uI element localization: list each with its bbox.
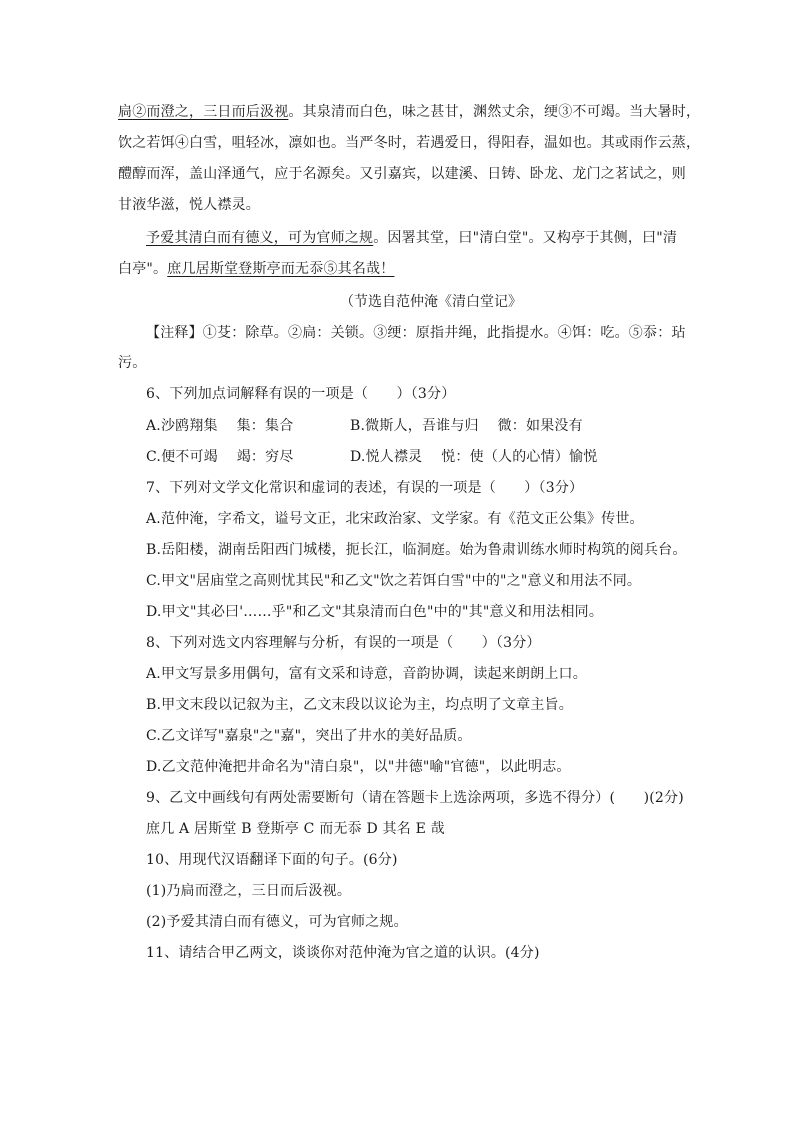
q8-option-c: C.乙文详写"嘉泉"之"嘉"，突出了井水的美好品质。	[146, 728, 472, 744]
passage-line-5: 予爱其清白而有德义，可为官师之规。因署其堂，曰"清白堂"。又构亭于其侧，曰"清	[146, 230, 678, 246]
q11-stem: 11、请结合甲乙两文，谈谈你对范仲淹为官之道的认识。(4分)	[146, 945, 540, 961]
passage-line-6: 白亭"。庶几居斯堂登斯亭而无忝⑤其名哉！	[118, 261, 395, 277]
passage-line-4: 甘液华滋，悦人襟灵。	[118, 197, 260, 213]
q6-options-row-1	[146, 416, 706, 436]
q6-option-a: A.沙鸥翔集 集：集合	[146, 418, 294, 434]
passage-line-2: 饮之若饵④白雪，咀轻冰，凛如也。当严冬时，若遇爱日，得阳春，温如也。其或雨作云蒸，	[118, 135, 701, 151]
q8-option-d: D.乙文范仲淹把井命名为"清白泉"，以"井德"喻"官德"，以此明志。	[146, 759, 571, 775]
q8-option-b: B.甲文末段以记叙为主，乙文末段以议论为主，均点明了文章主旨。	[146, 697, 573, 713]
q7-option-b: B.岳阳楼，湖南岳阳西门城楼，扼长江，临洞庭。始为鲁肃训练水师时构筑的阅兵台。	[146, 542, 687, 558]
q8-option-a: A.甲文写景多用偶句，富有文采和诗意，音韵协调，读起来朗朗上口。	[146, 666, 587, 682]
q10-sentence-2: (2)予爱其清白而有德义，可为官师之规。	[146, 914, 408, 930]
underlined-phrase: 扃②而澄之，三日而后汲视	[118, 104, 289, 120]
q7-option-a: A.范仲淹，字希文，谥号文正，北宋政治家、文学家。有《范文正公集》传世。	[146, 511, 644, 527]
q10-sentence-1: (1)乃扃而澄之，三日而后汲视。	[146, 883, 352, 899]
q9-options: 庶几 A 居斯堂 B 登斯亭 C 而无忝 D 其名 E 哉	[146, 821, 445, 837]
q9-stem: 9、乙文中画线句有两处需要断句（请在答题卡上选涂两项，多选不得分）( )(2分)	[146, 790, 684, 806]
q7-stem: 7、下列对文学文化常识和虚词的表述，有误的一项是（ ）（3分）	[146, 480, 584, 496]
notes-line-2: 污。	[118, 355, 147, 371]
q8-stem: 8、下列对选文内容理解与分析，有误的一项是（ ）（3分）	[146, 635, 541, 651]
passage-line-1: 扃②而澄之，三日而后汲视。其泉清而白色，味之甚甘，渊然丈余，绠③不可竭。当大暑时，	[118, 104, 701, 120]
q7-option-c: C.甲文"居庙堂之高则忧其民"和乙文"饮之若饵白雪"中的"之"意义和用法不同。	[146, 573, 642, 589]
q6-option-d: D.悦人襟灵 悦：使（人的心情）愉悦	[350, 449, 598, 465]
q7-option-d: D.甲文"其必曰'……乎"和乙文"其泉清而白色"中的"其"意义和用法相同。	[146, 604, 604, 620]
q6-option-c: C.便不可竭 竭：穷尽	[146, 449, 294, 465]
underlined-sentence: 予爱其清白而有德义，可为官师之规	[146, 230, 374, 246]
passage-source: （节选自范仲淹《清白堂记》	[340, 294, 522, 310]
q10-stem: 10、用现代汉语翻译下面的句子。(6分)	[146, 852, 398, 868]
q6-option-b: B.微斯人，吾谁与归 微：如果没有	[350, 418, 583, 434]
q6-options-row-2	[146, 447, 706, 467]
notes-line-1: 【注释】①芟：除草。②扃：关锁。③绠：原指井绳，此指提水。④饵：吃。⑤忝：玷	[146, 325, 686, 341]
q6-stem: 6、下列加点词解释有误的一项是（ ）（3分）	[146, 386, 456, 402]
underlined-sentence: 庶几居斯堂登斯亭而无忝⑤其名哉！	[167, 261, 395, 277]
passage-line-3: 醴醇而浑，盖山泽通气，应于名源矣。又引嘉宾，以建溪、日铸、卧龙、龙门之茗试之，则	[118, 166, 686, 182]
